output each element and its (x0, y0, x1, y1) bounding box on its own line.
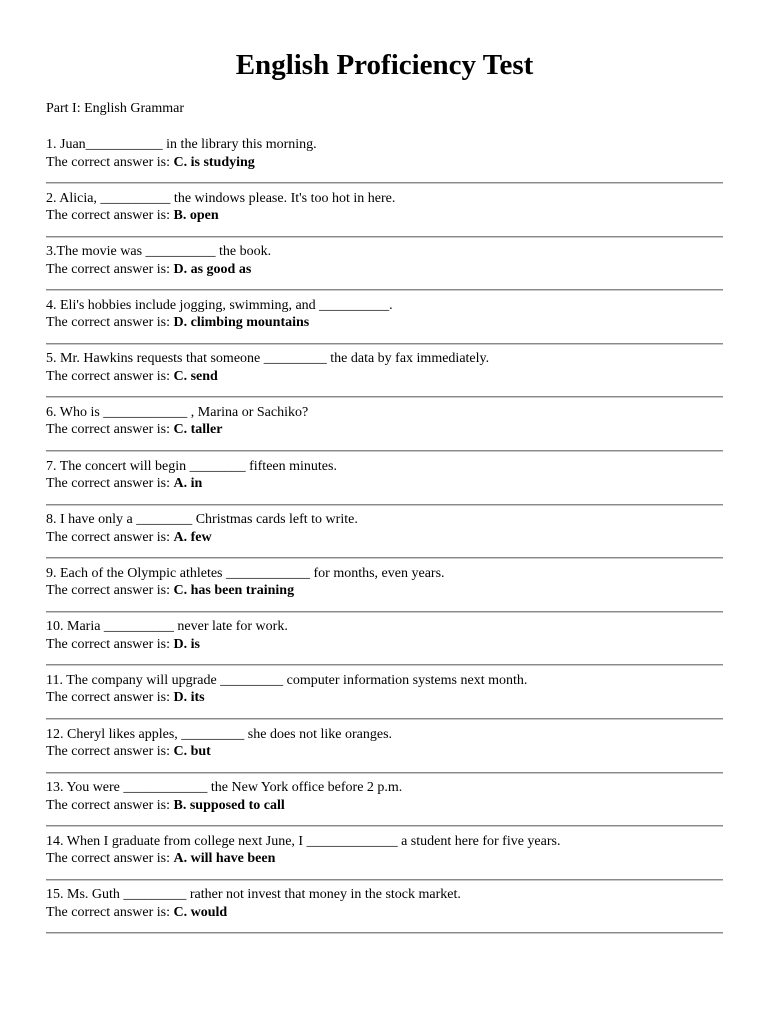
divider (46, 343, 723, 345)
divider (46, 718, 723, 720)
question-item (46, 886, 723, 940)
answer-value: D. is (173, 636, 200, 652)
answer-value: A. in (173, 476, 203, 492)
divider (46, 932, 723, 934)
answer-prefix: The correct answer is: (46, 851, 170, 867)
question-item (46, 565, 723, 619)
question-text: 2. Alicia, __________ the windows please. It's too hot in here. (46, 190, 396, 206)
question-item (46, 672, 723, 726)
question-text: 10. Maria __________ never late for work. (46, 619, 288, 635)
question-text: 5. Mr. Hawkins requests that someone _________ the data by fax immediately. (46, 351, 490, 367)
answer-line (46, 368, 723, 386)
divider (46, 289, 723, 291)
divider (46, 772, 723, 774)
answer-line (46, 529, 723, 547)
question-item (46, 404, 723, 458)
question-text: 8. I have only a ________ Christmas cards left to write. (46, 512, 358, 528)
divider (46, 450, 723, 452)
answer-prefix: The correct answer is: (46, 744, 170, 760)
answer-prefix: The correct answer is: (46, 529, 170, 545)
question-item (46, 458, 723, 512)
answer-prefix: The correct answer is: (46, 315, 170, 331)
answer-value: B. supposed to call (173, 797, 285, 813)
question-text: 14. When I graduate from college next June, I _____________ a student here for five years. (46, 833, 561, 849)
answer-value: A. few (173, 529, 212, 545)
answer-value: B. open (173, 208, 219, 224)
answer-line (46, 582, 723, 600)
question-item (46, 511, 723, 565)
question-item (46, 190, 723, 244)
question-item (46, 243, 723, 297)
question-text: 12. Cheryl likes apples, _________ she does not like oranges. (46, 726, 393, 742)
answer-prefix: The correct answer is: (46, 154, 170, 170)
answer-prefix: The correct answer is: (46, 690, 170, 706)
question-item (46, 779, 723, 833)
answer-prefix: The correct answer is: (46, 797, 170, 813)
answer-prefix: The correct answer is: (46, 368, 170, 384)
answer-prefix: The correct answer is: (46, 583, 170, 599)
question-item (46, 136, 723, 190)
question-text: 4. Eli's hobbies include jogging, swimming, and __________. (46, 297, 393, 313)
answer-prefix: The correct answer is: (46, 636, 170, 652)
answer-line (46, 314, 723, 332)
answer-line (46, 743, 723, 761)
question-item (46, 297, 723, 351)
answer-line (46, 797, 723, 815)
question-text: 7. The concert will begin ________ fifteen minutes. (46, 458, 337, 474)
answer-value: D. as good as (173, 261, 252, 277)
answer-value: D. its (173, 690, 205, 706)
answer-value: C. taller (173, 422, 223, 438)
divider (46, 611, 723, 613)
answer-line (46, 207, 723, 225)
answer-value: C. would (173, 904, 228, 920)
question-text: 9. Each of the Olympic athletes ____________ for months, even years. (46, 565, 445, 581)
divider (46, 504, 723, 506)
answer-prefix: The correct answer is: (46, 208, 170, 224)
question-text: 3.The movie was __________ the book. (46, 244, 272, 260)
question-item (46, 833, 723, 887)
page-title: English Proficiency Test (235, 49, 534, 81)
answer-line (46, 850, 723, 868)
question-item (46, 726, 723, 780)
answer-value: C. is studying (173, 154, 255, 170)
answer-line (46, 261, 723, 279)
answer-prefix: The correct answer is: (46, 422, 170, 438)
question-item (46, 618, 723, 672)
answer-line (46, 904, 723, 922)
answer-value: C. has been training (173, 583, 295, 599)
divider (46, 236, 723, 238)
question-text: 11. The company will upgrade _________ computer information systems next month. (46, 672, 528, 688)
answer-line (46, 421, 723, 439)
question-item (46, 350, 723, 404)
divider (46, 557, 723, 559)
question-text: 6. Who is ____________ , Marina or Sachiko? (46, 404, 309, 420)
answer-line (46, 154, 723, 172)
divider (46, 396, 723, 398)
divider (46, 825, 723, 827)
answer-value: D. climbing mountains (173, 315, 310, 331)
question-list (46, 136, 723, 940)
divider (46, 182, 723, 184)
question-text: 15. Ms. Guth _________ rather not invest that money in the stock market. (46, 887, 461, 903)
part-heading: Part I: English Grammar (46, 101, 185, 116)
divider (46, 879, 723, 881)
answer-value: A. will have been (173, 851, 276, 867)
answer-line (46, 689, 723, 707)
answer-line (46, 475, 723, 493)
question-text: 1. Juan___________ in the library this morning. (46, 137, 317, 152)
answer-line (46, 636, 723, 654)
divider (46, 664, 723, 666)
answer-value: C. but (173, 744, 211, 760)
answer-prefix: The correct answer is: (46, 476, 170, 492)
answer-value: C. send (173, 368, 218, 384)
answer-prefix: The correct answer is: (46, 261, 170, 277)
answer-prefix: The correct answer is: (46, 904, 170, 920)
question-text: 13. You were ____________ the New York office before 2 p.m. (46, 780, 403, 796)
